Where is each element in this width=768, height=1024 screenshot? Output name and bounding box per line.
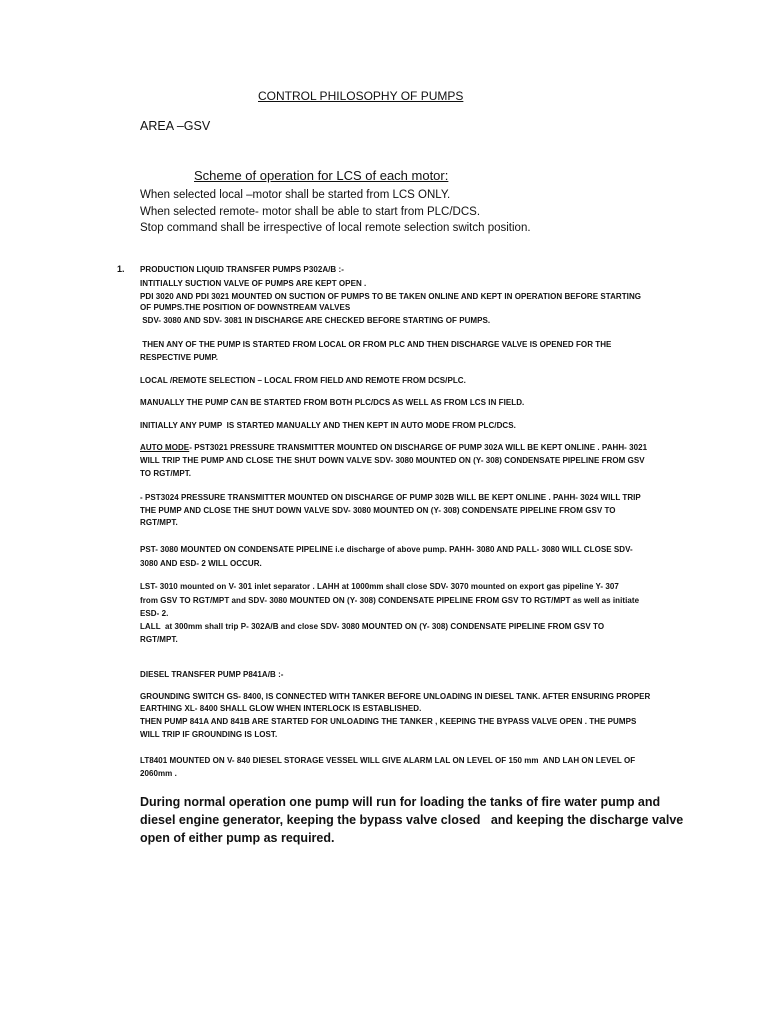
body-line: WILL TRIP IF GROUNDING IS LOST. [140, 730, 278, 739]
body-line: - PST3024 PRESSURE TRANSMITTER MOUNTED ON DISCHARGE OF PUMP 302B WILL BE KEPT ONLINE . PAHH- 3024 WILL TRIP [140, 493, 641, 502]
body-line: INITIALLY ANY PUMP IS STARTED MANUALLY AND THEN KEPT IN AUTO MODE FROM PLC/DCS. [140, 421, 516, 430]
body-line: LST- 3010 mounted on V- 301 inlet separator . LAHH at 1000mm shall close SDV- 3070 mounted on export gas pipeline Y- 307 [140, 582, 619, 591]
diesel-heading: DIESEL TRANSFER PUMP P841A/B :- [140, 670, 284, 679]
final-paragraph-line: diesel engine generator, keeping the bypass valve closed and keeping the discharge valve [140, 813, 684, 827]
scheme-line: Stop command shall be irrespective of local remote selection switch position. [140, 222, 531, 234]
body-line: MANUALLY THE PUMP CAN BE STARTED FROM BOTH PLC/DCS AS WELL AS FROM LCS IN FIELD. [140, 398, 525, 407]
body-line: EARTHING XL- 8400 SHALL GLOW WHEN INTERLOCK IS ESTABLISHED. [140, 704, 422, 713]
auto-mode-line [140, 443, 647, 452]
scheme-line: When selected local –motor shall be started from LCS ONLY. [140, 189, 451, 201]
body-line: PST- 3080 MOUNTED ON CONDENSATE PIPELINE i.e discharge of above pump. PAHH- 3080 AND PALL- 3080 WILL CLOSE SDV- [140, 545, 633, 554]
body-line: RGT/MPT. [140, 518, 178, 527]
body-line: GROUNDING SWITCH GS- 8400, IS CONNECTED WITH TANKER BEFORE UNLOADING IN DIESEL TANK. AFTER ENSURING PROPER [140, 692, 651, 701]
auto-mode-text: - PST3021 PRESSURE TRANSMITTER MOUNTED ON DISCHARGE OF PUMP 302A WILL BE KEPT ONLINE . PAHH- 3021 [189, 443, 648, 452]
body-line: THEN ANY OF THE PUMP IS STARTED FROM LOCAL OR FROM PLC AND THEN DISCHARGE VALVE IS OPENED FOR THE [140, 340, 612, 349]
body-line: SDV- 3080 AND SDV- 3081 IN DISCHARGE ARE CHECKED BEFORE STARTING OF PUMPS. [140, 316, 491, 325]
body-line: 3080 AND ESD- 2 WILL OCCUR. [140, 559, 262, 568]
area-label: AREA –GSV [140, 119, 211, 133]
body-line: RESPECTIVE PUMP. [140, 353, 219, 362]
body-line: RGT/MPT. [140, 635, 178, 644]
body-line: WILL TRIP THE PUMP AND CLOSE THE SHUT DOWN VALVE SDV- 3080 MOUNTED ON (Y- 308) CONDENSATE PIPELINE FROM GSV [140, 456, 645, 465]
body-line: 2060mm . [140, 769, 177, 778]
body-line: LOCAL /REMOTE SELECTION – LOCAL FROM FIELD AND REMOTE FROM DCS/PLC. [140, 376, 466, 385]
body-line: THE PUMP AND CLOSE THE SHUT DOWN VALVE SDV- 3080 MOUNTED ON (Y- 308) CONDENSATE PIPELINE FROM GSV TO [140, 506, 616, 515]
section-heading: PRODUCTION LIQUID TRANSFER PUMPS P302A/B :- [140, 265, 344, 274]
body-line: PDI 3020 AND PDI 3021 MOUNTED ON SUCTION OF PUMPS TO BE TAKEN ONLINE AND KEPT IN OPERATION BEFORE STARTING [140, 292, 642, 301]
body-line: TO RGT/MPT. [140, 469, 192, 478]
body-line: THEN PUMP 841A AND 841B ARE STARTED FOR UNLOADING THE TANKER , KEEPING THE BYPASS VALVE OPEN . THE PUMPS [140, 717, 637, 726]
body-line: OF PUMPS.THE POSITION OF DOWNSTREAM VALVES [140, 303, 351, 312]
scheme-heading: Scheme of operation for LCS of each motor: [194, 168, 449, 183]
body-line: LT8401 MOUNTED ON V- 840 DIESEL STORAGE VESSEL WILL GIVE ALARM LAL ON LEVEL OF 150 mm AND LAH ON LEVEL OF [140, 756, 636, 765]
body-line: ESD- 2. [140, 609, 169, 618]
body-line: from GSV TO RGT/MPT and SDV- 3080 MOUNTED ON (Y- 308) CONDENSATE PIPELINE FROM GSV TO RGT/MPT as well as initiate [140, 596, 640, 605]
document-title: CONTROL PHILOSOPHY OF PUMPS [258, 89, 464, 103]
final-paragraph-line: During normal operation one pump will run for loading the tanks of fire water pump and [140, 795, 661, 809]
auto-mode-label: AUTO MODE [140, 443, 190, 452]
body-line: INTITIALLY SUCTION VALVE OF PUMPS ARE KEPT OPEN . [140, 279, 367, 288]
section-number: 1. [117, 264, 125, 274]
body-line: LALL at 300mm shall trip P- 302A/B and close SDV- 3080 MOUNTED ON (Y- 308) CONDENSATE PIPELINE FROM GSV TO [140, 622, 605, 631]
scheme-line: When selected remote- motor shall be able to start from PLC/DCS. [140, 206, 481, 218]
final-paragraph-line: open of either pump as required. [140, 831, 335, 845]
